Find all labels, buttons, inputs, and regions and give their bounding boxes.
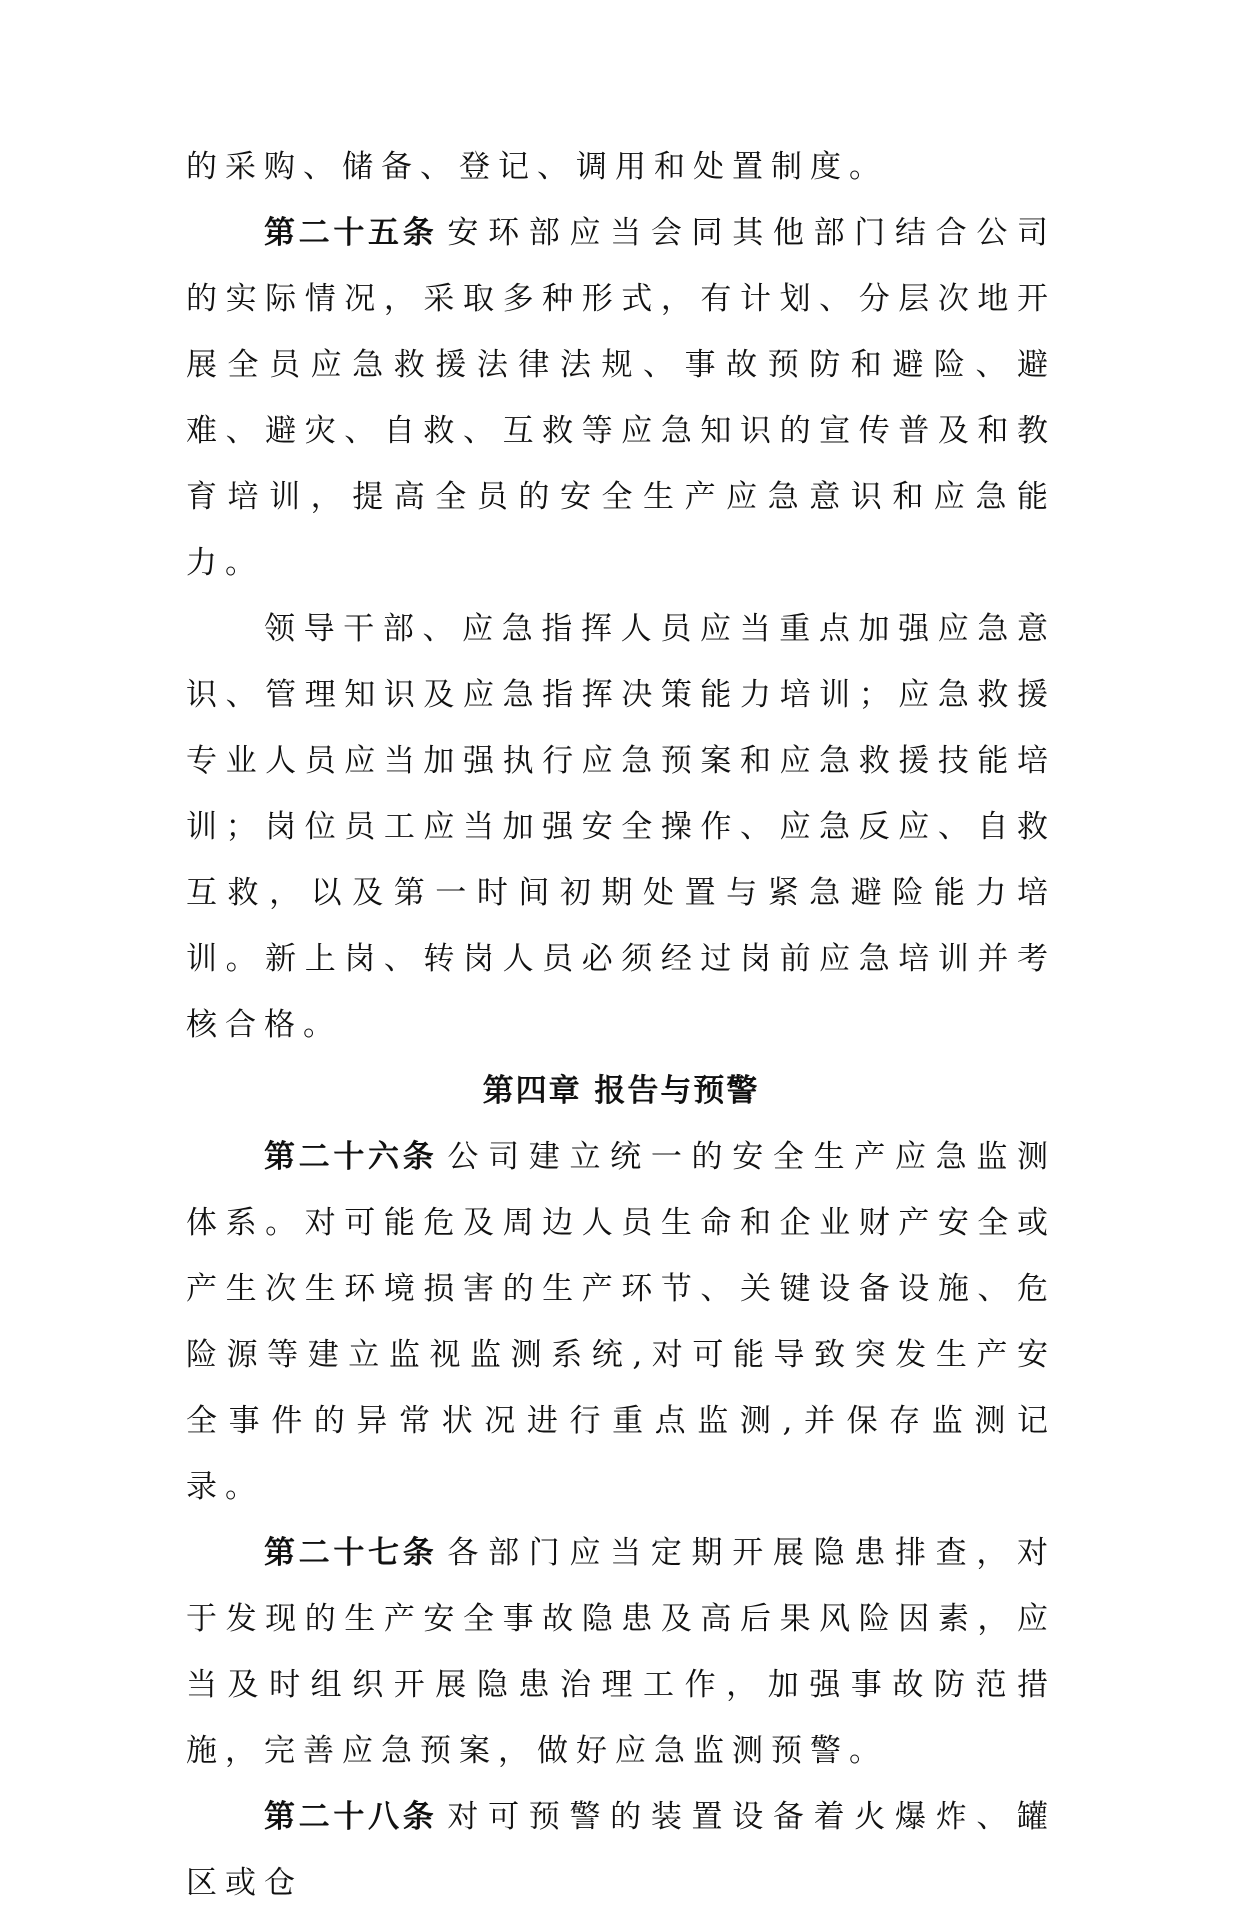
article-label: 第二十五条 [264, 215, 438, 251]
body-text [186, 134, 1056, 1916]
paragraph-text: 领导干部、应急指挥人员应当重点加强应急意识、管理知识及应急指挥决策能力培训；应急救援专业人员应当加强执行应急预案和应急救援技能培训；岗位员工应当加强安全操作、应急反应、自救互救，以及第一时间初期处置与紧急避险能力培训。新上岗、转岗人员必须经过岗前应急培训并考核合格。 [186, 611, 1056, 1043]
article-27 [186, 1520, 1056, 1784]
article-label: 第二十七条 [264, 1535, 438, 1571]
article-25 [186, 200, 1056, 596]
chapter-title: 第四章 报告与预警 [482, 1073, 760, 1109]
article-text: 对可预警的装置设备着火爆炸、罐区或仓 [186, 1799, 1056, 1901]
paragraph-text: 的采购、储备、登记、调用和处置制度。 [186, 149, 888, 185]
article-text: 安环部应当会同其他部门结合公司的实际情况，采取多种形式，有计划、分层次地开展全员应急救援法律法规、事故预防和避险、避难、避灾、自救、互救等应急知识的宣传普及和教育培训，提高全员的安全生产应急意识和应急能力。 [186, 215, 1056, 581]
article-28 [186, 1784, 1056, 1916]
paragraph-continuation [186, 134, 1056, 200]
article-label: 第二十六条 [264, 1139, 438, 1175]
article-text: 各部门应当定期开展隐患排查，对于发现的生产安全事故隐患及高后果风险因素，应当及时组织开展隐患治理工作，加强事故防范措施，完善应急预案，做好应急监测预警。 [186, 1535, 1056, 1769]
article-26 [186, 1124, 1056, 1520]
article-label: 第二十八条 [264, 1799, 438, 1835]
article-25-paragraph-2 [186, 596, 1056, 1058]
article-text: 公司建立统一的安全生产应急监测体系。对可能危及周边人员生命和企业财产安全或产生次生环境损害的生产环节、关键设备设施、危险源等建立监视监测系统,对可能导致突发生产安全事件的异常状况进行重点监测,并保存监测记录。 [186, 1139, 1056, 1505]
